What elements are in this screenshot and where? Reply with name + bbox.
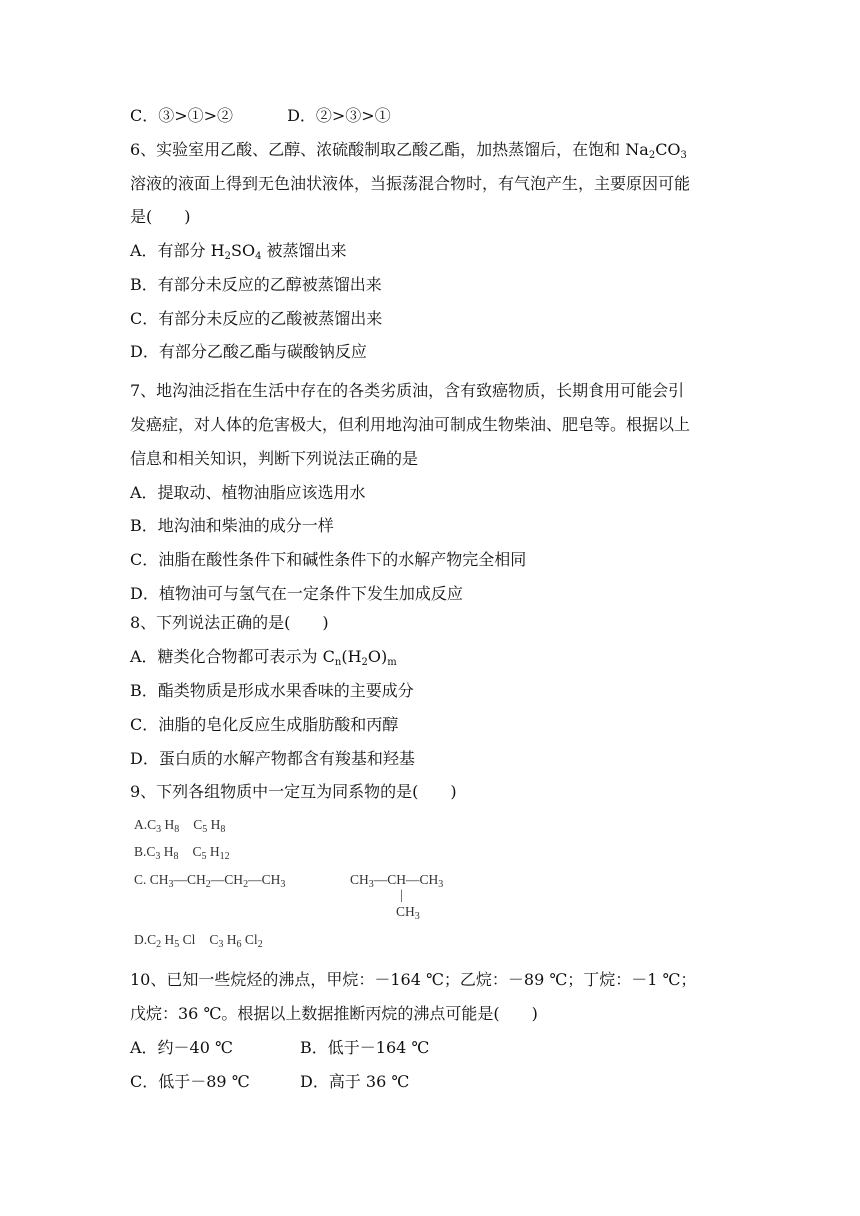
q6-stem-line-3: 是( ): [130, 207, 191, 226]
q10-option-a: A．约－40 ℃: [130, 1038, 233, 1057]
q7-stem-line-2: 发癌症，对人体的危害极大，但利用地沟油可制成生物柴油、肥皂等。根据以上: [130, 415, 691, 434]
q9-figure-option-c: C. $CH_3—CH_2—CH_2—CH_3$: [134, 872, 286, 890]
q6-option-b: B．有部分未反应的乙醇被蒸馏出来: [130, 275, 382, 294]
q10-option-d: D．高于 36 ℃: [300, 1072, 410, 1091]
isobutane-formula: $CH_3—CH—CH_3$: [350, 872, 444, 890]
q7-option-d: D．植物油可与氢气在一定条件下发生加成反应: [130, 584, 463, 603]
q5-options-row: [130, 106, 391, 126]
q8-option-c: C．油脂的皂化反应生成脂肪酸和丙醇: [130, 715, 399, 734]
q8-option-d: D．蛋白质的水解产物都含有羧基和羟基: [130, 749, 415, 768]
q8-option-b: B．酯类物质是形成水果香味的主要成分: [130, 681, 414, 700]
q10-stem-line-1: 10、已知一些烷烃的沸点，甲烷：－164 ℃；乙烷：－89 ℃；丁烷：－1 ℃；: [130, 970, 697, 989]
q6-option-a: A．有部分 $H_2SO_4$ 被蒸馏出来: [130, 241, 347, 262]
q9-figure-option-b: $B.C_3$ $H_8$ $C_5$ $H_{12}$: [134, 844, 230, 862]
q10-option-c: C．低于－89 ℃: [130, 1072, 250, 1091]
isobutane-branch-bond: |: [400, 887, 403, 902]
q7-stem-line-3: 信息和相关知识，判断下列说法正确的是: [130, 449, 419, 468]
q7-stem-line-1: 7、地沟油泛指在生活中存在的各类劣质油，含有致癌物质，长期食用可能会引: [130, 381, 685, 400]
q8-option-a: A．糖类化合物都可表示为 $C_n(H_2O)_m$: [130, 647, 397, 668]
q10-option-b: B．低于－164 ℃: [300, 1038, 430, 1057]
q6-option-c: C．有部分未反应的乙酸被蒸馏出来: [130, 309, 383, 328]
butane-formula: $CH_3—CH_2—CH_2—CH_3$: [149, 872, 286, 890]
q5-option-d: D．②>③>①: [287, 106, 391, 125]
q10-stem-line-2: 戊烷：36 ℃。根据以上数据推断丙烷的沸点可能是( ): [130, 1004, 538, 1023]
q10-options-row-1: [130, 1038, 429, 1058]
q7-option-c: C．油脂在酸性条件下和碱性条件下的水解产物完全相同: [130, 550, 527, 569]
q7-option-b: B．地沟油和柴油的成分一样: [130, 516, 334, 535]
q7-option-a: A．提取动、植物油脂应该选用水: [130, 483, 366, 502]
q10-options-row-2: [130, 1072, 409, 1092]
q9-stem: 9、下列各组物质中一定互为同系物的是( ): [130, 782, 457, 801]
q6-stem-line-1: 6、实验室用乙酸、乙醇、浓硫酸制取乙酸乙酯，加热蒸馏后，在饱和 $Na_2CO_3$: [130, 140, 687, 161]
q9-figure-option-d: $D.C_2$ $H_5$ Cl $C_3$ $H_6$ $Cl_2$: [134, 932, 263, 950]
q6-option-d: D．有部分乙酸乙酯与碳酸钠反应: [130, 342, 367, 361]
isobutane-branch-group: $CH_3$: [396, 904, 420, 922]
q8-stem: 8、下列说法正确的是( ): [130, 613, 329, 632]
q5-option-c: C．③>①>②: [130, 106, 234, 125]
q6-stem-line-2: 溶液的液面上得到无色油状液体，当振荡混合物时，有气泡产生，主要原因可能: [130, 174, 691, 193]
q9-figure-option-a: $A.C_3$ $H_8$ $C_5$ $H_8$: [134, 817, 226, 835]
